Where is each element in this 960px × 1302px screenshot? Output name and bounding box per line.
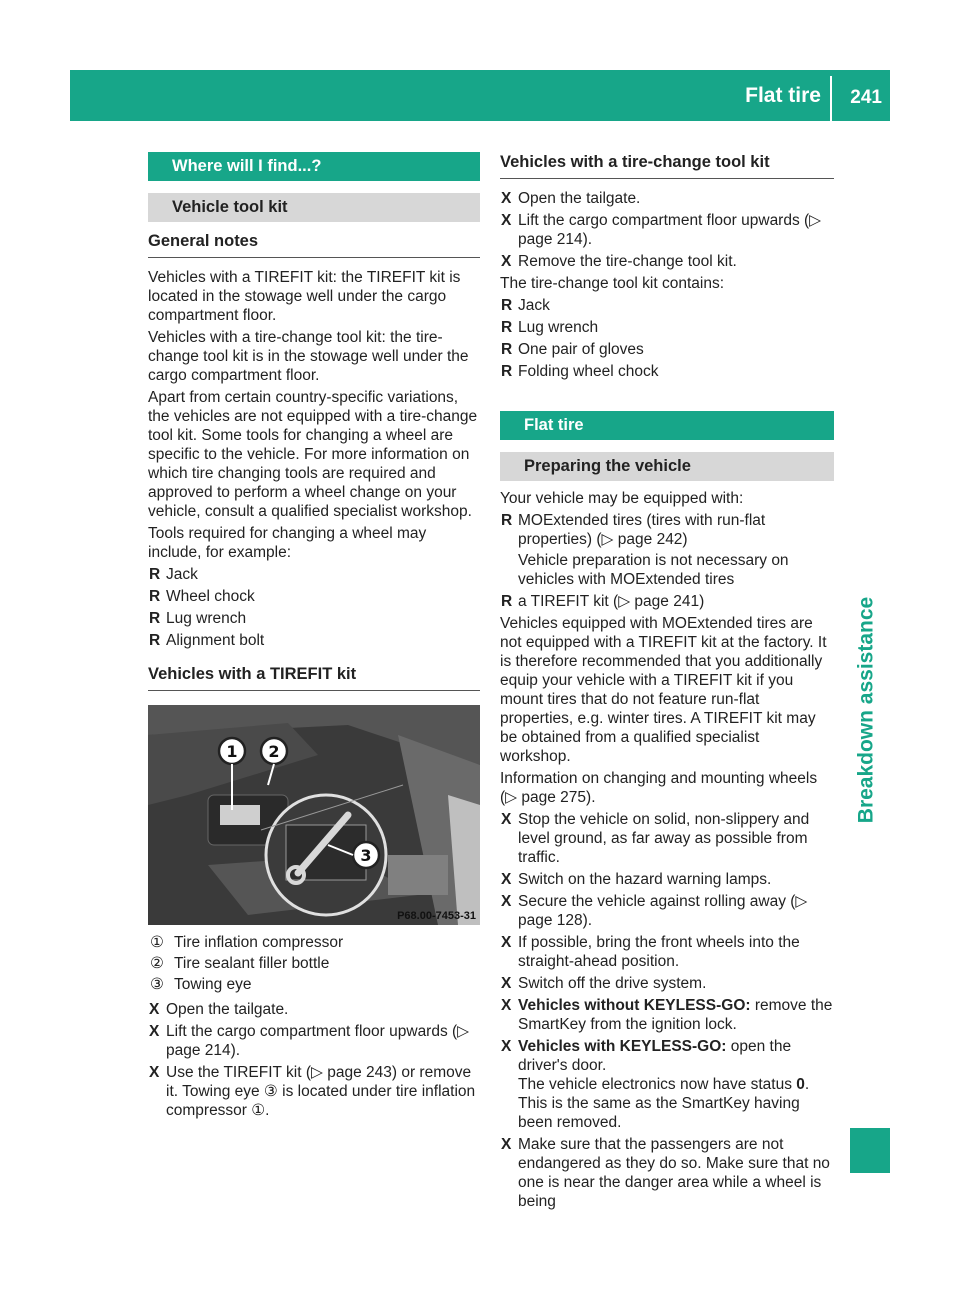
tirefit-photo: [148, 705, 480, 925]
list-item: R Lug wrench: [149, 610, 247, 627]
section-bar-tool-kit: Vehicle tool kit: [148, 193, 480, 222]
step-marker: X: [501, 934, 512, 951]
bullet-marker: R: [501, 593, 513, 610]
side-tab-label: Breakdown assistance: [854, 596, 878, 824]
legend-item: ③ Towing eye: [150, 976, 252, 993]
heading-tire-change-kit: Vehicles with a tire-change tool kit: [500, 152, 834, 179]
bullet-marker: R: [149, 588, 161, 605]
svg-text:1: 1: [226, 742, 238, 761]
step-item: X Secure the vehicle against rolling away (▷ page 128).: [501, 893, 808, 929]
header-title: Flat tire: [745, 84, 821, 107]
step-marker: X: [501, 975, 512, 992]
svg-text:3: 3: [360, 846, 372, 865]
paragraph: Vehicles equipped with MOExtended tires are not equipped with a TIREFIT kit at the factory. It is therefore recommended that you additionally equip your vehicle with a TIREFIT kit if you mount tires that do not feature run-flat properties, e.g. winter tires. A TIREFIT kit may be obtained from a qualified specialist workshop.: [500, 615, 827, 765]
paragraph: Your vehicle may be equipped with:: [500, 490, 744, 507]
step-marker: X: [501, 893, 512, 910]
bullet-marker: R: [501, 297, 513, 314]
list-item: R a TIREFIT kit (▷ page 241): [501, 593, 705, 610]
step-item: X Open the tailgate.: [149, 1001, 289, 1018]
step-marker: X: [501, 997, 512, 1014]
list-item: R Lug wrench: [501, 319, 599, 336]
list-item-note: Vehicle preparation is not necessary on vehicles with MOExtended tires: [518, 552, 789, 588]
list-item: R MOExtended tires (tires with run-flat properties) (▷ page 242): [501, 512, 766, 548]
bullet-marker: R: [149, 632, 161, 649]
step-item: X Vehicles without KEYLESS-GO: remove the SmartKey from the ignition lock.: [501, 997, 833, 1033]
list-item: R Alignment bolt: [149, 632, 265, 649]
legend-item: ① Tire inflation compressor: [150, 934, 344, 951]
right-column: [500, 152, 834, 1214]
step-item: X If possible, bring the front wheels into the straight-ahead position.: [501, 934, 800, 970]
list-item: R Jack: [149, 566, 198, 583]
page-header: [70, 70, 890, 121]
step-marker: X: [149, 1001, 160, 1018]
header-divider: [830, 76, 832, 121]
section-bar-where: Where will I find...?: [148, 152, 480, 181]
list-item: R One pair of gloves: [501, 341, 644, 358]
step-marker: X: [149, 1023, 160, 1040]
step-marker: X: [501, 1038, 512, 1055]
step-item: X Remove the tire-change tool kit.: [501, 253, 737, 270]
step-item: X Stop the vehicle on solid, non-slippery and level ground, as far away as possible from traffic.: [501, 811, 810, 866]
photo-reference-code: P68.00-7453-31: [397, 910, 476, 922]
paragraph: Tools required for changing a wheel may include, for example:: [148, 525, 427, 561]
step-item: X Switch off the drive system.: [501, 975, 707, 992]
list-item: R Jack: [501, 297, 550, 314]
step-item: X Lift the cargo compartment floor upwards (▷ page 214).: [501, 212, 822, 248]
step-item: X Open the tailgate.: [501, 190, 641, 207]
step-item: X Make sure that the passengers are not endangered as they do so. Make sure that no one is near the danger area while a wheel is being: [501, 1136, 830, 1210]
side-tab-marker: [850, 1128, 890, 1173]
svg-text:2: 2: [268, 742, 280, 761]
paragraph: The tire-change tool kit contains:: [500, 275, 725, 292]
section-bar-preparing: Preparing the vehicle: [500, 452, 834, 481]
bullet-marker: R: [501, 319, 513, 336]
heading-general-notes: General notes: [148, 231, 480, 258]
paragraph: Apart from certain country-specific variations, the vehicles are not equipped with a tire-change tool kit. Some tools for changing a wheel are specific to the vehicle. For more information on which tire changing tools are required and approved to perform a wheel change on your vehicle, consult a qualified specialist workshop.: [148, 389, 478, 520]
section-bar-flat-tire: Flat tire: [500, 411, 834, 440]
paragraph: Vehicles with a TIREFIT kit: the TIREFIT kit is located in the stowage well under the cargo compartment floor.: [148, 269, 461, 324]
step-item: X Use the TIREFIT kit (▷ page 243) or remove it. Towing eye ③ is located under tire inflation compressor ①.: [149, 1064, 476, 1119]
step-marker: X: [501, 811, 512, 828]
bullet-marker: R: [149, 610, 161, 627]
legend-item: ② Tire sealant filler bottle: [150, 955, 330, 972]
side-tab: [846, 560, 886, 860]
step-marker: X: [149, 1064, 160, 1081]
step-marker: X: [501, 190, 512, 207]
list-item: R Wheel chock: [149, 588, 255, 605]
step-item: X Vehicles with KEYLESS-GO: open the driver's door. The vehicle electronics now have status 0. This is the same as the SmartKey having been removed.: [501, 1038, 810, 1131]
heading-tirefit: Vehicles with a TIREFIT kit: [148, 664, 480, 691]
paragraph: Information on changing and mounting wheels (▷ page 275).: [500, 770, 818, 806]
left-column: [148, 152, 480, 1123]
list-item: R Folding wheel chock: [501, 363, 659, 380]
step-item: X Switch on the hazard warning lamps.: [501, 871, 772, 888]
bullet-marker: R: [501, 363, 513, 380]
bullet-marker: R: [501, 512, 513, 529]
tirefit-illustration: [148, 705, 480, 925]
bullet-marker: R: [149, 566, 161, 583]
step-item: X Lift the cargo compartment floor upwards (▷ page 214).: [149, 1023, 470, 1059]
paragraph: Vehicles with a tire-change tool kit: the tire-change tool kit is in the stowage well under the cargo compartment floor.: [148, 329, 469, 384]
page-number: 241: [850, 87, 882, 108]
step-marker: X: [501, 1136, 512, 1153]
step-marker: X: [501, 253, 512, 270]
step-marker: X: [501, 212, 512, 229]
step-marker: X: [501, 871, 512, 888]
bullet-marker: R: [501, 341, 513, 358]
